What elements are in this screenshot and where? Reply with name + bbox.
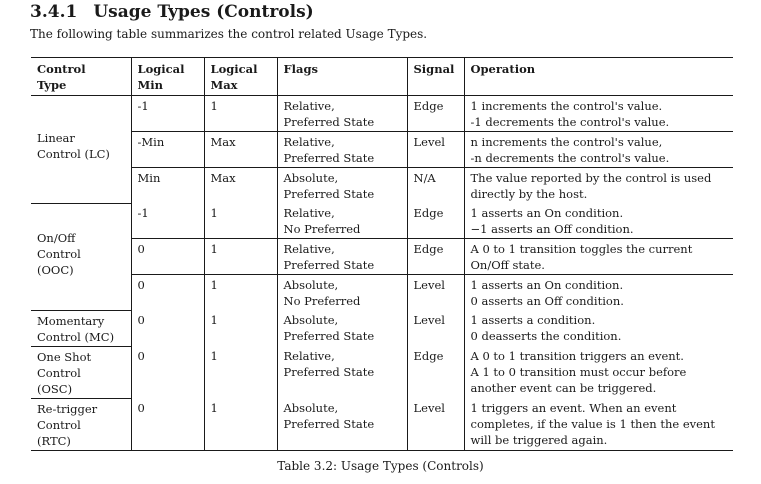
control-type-line: Control — [37, 417, 81, 432]
section-title: Usage Types (Controls) — [93, 2, 314, 22]
logical-max-cell: 1 — [204, 310, 277, 346]
flags-cell-line: Relative, — [283, 349, 335, 363]
operation-cell — [464, 346, 733, 398]
flags-cell-line: No Preferred — [283, 294, 361, 308]
control-type-line: (RTC) — [37, 433, 71, 448]
operation-cell-line: another event can be triggered. — [470, 381, 657, 395]
operation-cell-line: -n decrements the control's value. — [470, 151, 670, 165]
signal-cell: Level — [407, 275, 464, 311]
operation-cell-line: 1 increments the control's value. — [470, 99, 663, 113]
logical-min-cell: -1 — [131, 203, 204, 239]
operation-cell-line: A 0 to 1 transition triggers an event. — [470, 349, 684, 363]
flags-cell — [277, 96, 407, 132]
signal-cell: Edge — [407, 239, 464, 275]
logical-max-cell: 1 — [204, 239, 277, 275]
table-header-row — [31, 58, 733, 96]
logical-max-cell: 1 — [204, 275, 277, 311]
table-row — [31, 203, 733, 239]
flags-cell-line: Preferred State — [283, 258, 375, 272]
operation-cell-line: 0 deasserts the condition. — [470, 329, 622, 343]
flags-cell-line: Absolute, — [283, 171, 339, 185]
flags-cell — [277, 132, 407, 168]
operation-cell — [464, 275, 733, 311]
flags-cell-line: Preferred State — [283, 417, 375, 431]
control-type-line: Momentary — [37, 313, 105, 328]
operation-cell — [464, 96, 733, 132]
header-control-type: Control Type — [31, 58, 131, 96]
flags-cell-line: Relative, — [283, 242, 335, 256]
logical-min-cell: -1 — [131, 96, 204, 132]
operation-cell — [464, 398, 733, 450]
flags-cell-line: Relative, — [283, 99, 335, 113]
flags-cell-line: Absolute, — [283, 313, 339, 327]
control-type-cell — [31, 203, 131, 310]
flags-cell — [277, 398, 407, 450]
flags-cell-line: Preferred State — [283, 329, 375, 343]
signal-cell: Level — [407, 398, 464, 450]
section-heading — [30, 2, 314, 22]
table-row — [31, 398, 733, 450]
control-type-line: (OSC) — [37, 381, 73, 396]
signal-cell: Level — [407, 132, 464, 168]
table-body — [31, 96, 733, 451]
control-type-cell — [31, 346, 131, 398]
signal-cell: Edge — [407, 96, 464, 132]
header-flags: Flags — [277, 58, 407, 96]
signal-cell: N/A — [407, 168, 464, 204]
operation-cell — [464, 132, 733, 168]
flags-cell — [277, 346, 407, 398]
control-type-cell — [31, 310, 131, 346]
logical-max-cell: 1 — [204, 398, 277, 450]
operation-cell-line: A 1 to 0 transition must occur before — [470, 365, 687, 379]
intro-paragraph: The following table summarizes the control related Usage Types. — [30, 27, 428, 41]
operation-cell-line: directly by the host. — [470, 187, 588, 201]
operation-cell-line: The value reported by the control is used — [470, 171, 712, 185]
control-type-line: Re-trigger — [37, 401, 98, 416]
operation-cell-line: n increments the control's value, — [470, 135, 663, 149]
operation-cell — [464, 239, 733, 275]
flags-cell — [277, 310, 407, 346]
flags-cell-line: Preferred State — [283, 187, 375, 201]
logical-max-cell: 1 — [204, 346, 277, 398]
table-row — [31, 346, 733, 398]
operation-cell — [464, 310, 733, 346]
table-row — [31, 132, 733, 168]
table-caption: Table 3.2: Usage Types (Controls) — [277, 459, 484, 473]
operation-cell-line: On/Off state. — [470, 258, 545, 272]
logical-max-cell: Max — [204, 168, 277, 204]
signal-cell: Level — [407, 310, 464, 346]
operation-cell-line: completes, if the value is 1 then the event — [470, 417, 715, 431]
control-type-line: Control — [37, 246, 81, 261]
table-row — [31, 310, 733, 346]
flags-cell-line: Relative, — [283, 206, 335, 220]
operation-cell-line: 1 asserts an On condition. — [470, 206, 624, 220]
flags-cell — [277, 168, 407, 204]
operation-cell-line: A 0 to 1 transition toggles the current — [470, 242, 693, 256]
header-operation: Operation — [464, 58, 733, 96]
logical-min-cell: -Min — [131, 132, 204, 168]
logical-min-cell: Min — [131, 168, 204, 204]
logical-max-cell: 1 — [204, 96, 277, 132]
logical-min-cell: 0 — [131, 310, 204, 346]
operation-cell — [464, 203, 733, 239]
table-row — [31, 96, 733, 132]
flags-cell-line: Preferred State — [283, 151, 375, 165]
flags-cell — [277, 203, 407, 239]
operation-cell-line: −1 asserts an Off condition. — [470, 222, 634, 236]
control-type-line: Linear — [37, 131, 75, 145]
control-type-cell — [31, 96, 131, 204]
logical-min-cell: 0 — [131, 346, 204, 398]
header-logical-max: Logical Max — [204, 58, 277, 96]
control-type-line: Control (LC) — [37, 147, 110, 161]
flags-cell — [277, 275, 407, 311]
logical-min-cell: 0 — [131, 275, 204, 311]
logical-min-cell: 0 — [131, 239, 204, 275]
operation-cell-line: 1 triggers an event. When an event — [470, 401, 677, 415]
table-row — [31, 239, 733, 275]
flags-cell-line: Absolute, — [283, 401, 339, 415]
flags-cell-line: Preferred State — [283, 365, 375, 379]
control-type-cell — [31, 398, 131, 450]
flags-cell-line: No Preferred — [283, 222, 361, 236]
control-type-line: Control (MC) — [37, 329, 115, 344]
header-logical-min: Logical Min — [131, 58, 204, 96]
table-row — [31, 168, 733, 204]
logical-max-cell: Max — [204, 132, 277, 168]
operation-cell-line: 1 asserts a condition. — [470, 313, 596, 327]
table-row — [31, 275, 733, 311]
flags-cell-line: Absolute, — [283, 278, 339, 292]
control-type-line: One Shot — [37, 349, 92, 364]
logical-min-cell: 0 — [131, 398, 204, 450]
usage-types-table — [31, 57, 733, 451]
header-signal: Signal — [407, 58, 464, 96]
signal-cell: Edge — [407, 346, 464, 398]
flags-cell — [277, 239, 407, 275]
control-type-line: Control — [37, 365, 81, 380]
operation-cell-line: -1 decrements the control's value. — [470, 115, 670, 129]
control-type-line: (OOC) — [37, 262, 74, 277]
signal-cell: Edge — [407, 203, 464, 239]
control-type-line: On/Off — [37, 230, 76, 245]
operation-cell-line: 0 asserts an Off condition. — [470, 294, 624, 308]
operation-cell — [464, 168, 733, 204]
operation-cell-line: 1 asserts an On condition. — [470, 278, 624, 292]
flags-cell-line: Preferred State — [283, 115, 375, 129]
operation-cell-line: will be triggered again. — [470, 433, 608, 447]
section-number: 3.4.1 — [30, 2, 78, 22]
logical-max-cell: 1 — [204, 203, 277, 239]
flags-cell-line: Relative, — [283, 135, 335, 149]
